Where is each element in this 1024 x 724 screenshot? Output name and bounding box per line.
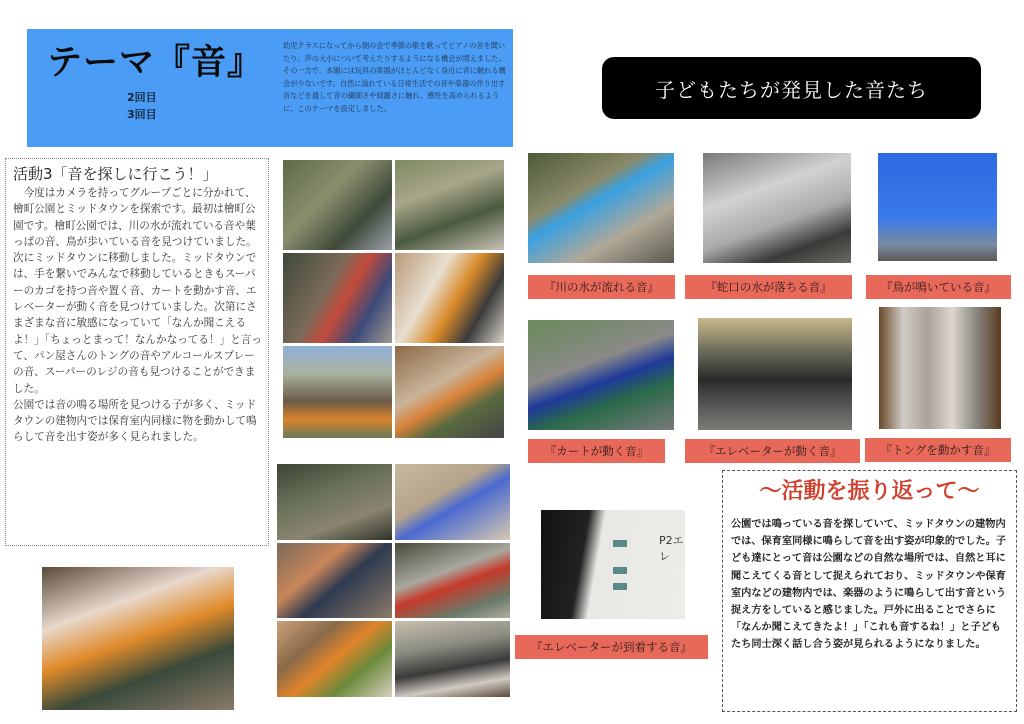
photo-stream-child xyxy=(528,153,674,263)
sound-label-faucet: 『蛇口の水が落ちる音』 xyxy=(685,275,852,299)
discovered-sounds-title: 子どもたちが発見した音たち xyxy=(602,57,981,119)
story-paragraph: 今度はカメラを持ってグループごとに分かれて、檜町公園とミッドタウンを探索です。最初は檜町公園です。檜町公園では、川の水が流れている音や葉っぱの音、鳥が歩いている音を見つけていました。 xyxy=(13,187,257,248)
elevator-indicator xyxy=(613,583,627,590)
elevator-indicator xyxy=(613,567,627,574)
sound-label-stream: 『川の水が流れる音』 xyxy=(528,275,675,299)
story-paragraph: 公園では音の鳴る場所を見つける子が多く、ミッドタウンの建物内では保育室内同様に物を動かして鳴らして音を出す姿が多く見られました。 xyxy=(13,398,257,444)
photo-pond-children xyxy=(283,346,392,438)
sound-label-escalator: 『エレベーターが動く音』 xyxy=(685,439,860,463)
photo-park-bridge xyxy=(277,464,392,540)
theme-panel xyxy=(27,29,513,147)
photo-plaza-children xyxy=(395,543,510,618)
sound-label-elevator-arrival: 『エレベーターが到着する音』 xyxy=(515,635,708,659)
theme-description: 幼児クラスになってから朝の会で季節の歌を歌ってピアノの音を聞いたり、声の大小について考えたりするようになる機会が増えました。その一方で、本園には玩具の楽器がほとんどなく身近に音に触れる機会が少ないです。自然に溢れている日常生活での音や楽器の作り出す音などを通して音の繊細さや綺麗さに触れ、感性を高められるように、このテーマを設定しました。 xyxy=(283,41,506,113)
photo-faucet-drain xyxy=(703,153,851,263)
theme-title: テーマ『音』 xyxy=(47,43,264,83)
session-label-2: 2回目 xyxy=(127,91,157,104)
photo-walkway-children xyxy=(277,621,392,697)
reflection-body: 公園では鳴っている音を探していて、ミッドタウンの建物内では、保育室同様に鳴らして音を出す姿が印象的でした。子ども達にとって音は公園などの自然な場所では、自然と耳に聞こえてくる音として捉えられており、ミッドタウンや保育室内などの建物内では、楽器のように鳴らして出す音という捉え方をしていると感じました。戸外に出ることでさらに「なんか聞こえてきたよ！」「これも音するね！」と子どもたち同士深く話し合う姿が見られるようになりました。 xyxy=(731,519,1007,651)
photo-park-rocks-children xyxy=(283,160,392,250)
photo-escalator xyxy=(698,318,852,430)
story-paragraph: 次にミッドタウンに移動しました。ミッドタウンでは、手を繋いでみんなで移動しているときもスーパーのカゴを持つ音や置く音、カートを動かす音、エレベーターが動く音を見つけていました。次第にさまざまな音に敏感になっていて「なんか聞こえるよ！」「ちょっとまって！なんかなってる！」と言って、パン屋さんのトングの音やアルコールスプレーの音、スーパーのレジの音も見つけることができました。 xyxy=(13,252,262,395)
elevator-sign: P2エレ xyxy=(659,534,684,563)
activity-story-box xyxy=(5,158,269,546)
photo-railing-children xyxy=(277,543,392,618)
photo-blue-sky xyxy=(878,153,997,261)
session-label-3: 3回目 xyxy=(127,108,157,121)
reflection-box xyxy=(722,470,1017,712)
photo-tongs xyxy=(879,307,1001,429)
photo-indoor-sink-child xyxy=(395,253,504,343)
photo-park-group-hats xyxy=(283,253,392,343)
activity-heading: 活動3「音を探しに行こう！」 xyxy=(13,165,218,183)
sound-label-cart: 『カートが動く音』 xyxy=(528,439,665,463)
photo-indoor-floor-children xyxy=(395,464,510,540)
elevator-indicator xyxy=(613,540,627,547)
activity-body xyxy=(13,185,262,446)
photo-elevator-panel xyxy=(541,510,685,619)
photo-shop-children xyxy=(395,346,504,438)
sound-label-tongs: 『トングを動かす音』 xyxy=(865,438,1011,462)
sound-label-bird: 『鳥が鳴いている音』 xyxy=(866,275,1011,299)
photo-children-walking xyxy=(42,567,234,710)
photo-park-path-children xyxy=(395,160,504,250)
photo-cleaning-cart xyxy=(528,320,674,430)
photo-supermarket-child xyxy=(395,621,510,697)
reflection-heading: ～活動を振り返って～ xyxy=(759,479,980,504)
